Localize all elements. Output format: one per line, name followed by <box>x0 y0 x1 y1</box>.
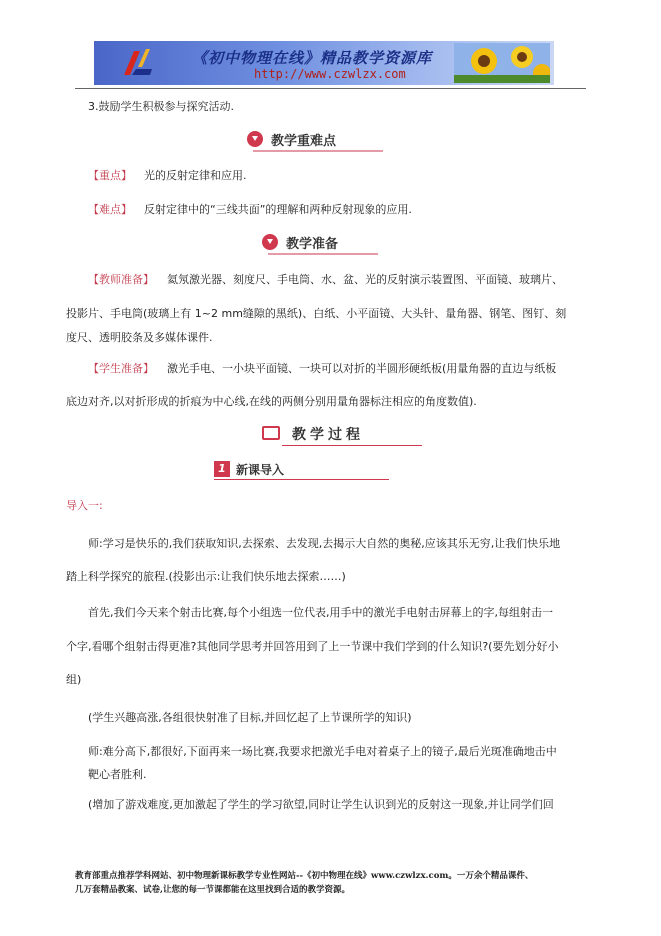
section-underline <box>268 253 378 255</box>
difficulty-tag: 【难点】 <box>88 203 132 216</box>
sunflower-image <box>454 43 550 83</box>
paragraph-line: (学生兴趣高涨,各组很快射准了目标,并回忆起了上节课所学的知识) <box>88 711 412 724</box>
section-process <box>262 424 427 446</box>
objective-line: 3.鼓励学生积极参与探究活动. <box>88 100 234 113</box>
header-banner <box>94 41 554 85</box>
section-title: 教学准备 <box>286 237 339 252</box>
section-keypoints <box>247 130 387 152</box>
footer-line2: 几万套精品教案、试卷,让您的每一节课都能在这里找到合适的教学资源。 <box>75 885 350 895</box>
paragraph-line: 踏上科学探究的旅程.(投影出示:让我们快乐地去探索……) <box>66 570 346 583</box>
section-title: 教学重难点 <box>271 134 337 149</box>
logo-icon <box>120 47 154 79</box>
header-url: http://www.czwlzx.com <box>254 67 406 81</box>
footer-line1: 教育部重点推荐学科网站、初中物理新课标教学专业性网站--《初中物理在线》www.czwlzx.com。一万余个精品课件、 <box>75 871 534 881</box>
intro-tag: 导入一: <box>66 499 103 512</box>
paragraph-line: 师:难分高下,都很好,下面再来一场比赛,我要求把激光手电对着桌子上的镜子,最后光斑准确地击中 <box>88 745 557 758</box>
step-new-lesson <box>214 461 394 483</box>
section-underline <box>253 150 383 152</box>
student-prep-tag: 【学生准备】 <box>88 362 154 375</box>
paragraph-line: 个字,看哪个组射击得更准?其他同学思考并回答用到了上一节课中我们学到的什么知识?(要先划分好小 <box>66 640 559 653</box>
section-underline <box>282 445 422 446</box>
key-text: 光的反射定律和应用. <box>144 169 247 182</box>
paragraph-line: 师:学习是快乐的,我们获取知识,去探索、去发现,去揭示大自然的奥秘,应该其乐无穷,让我们快乐地 <box>88 537 561 550</box>
section-title: 教学过程 <box>292 427 364 443</box>
student-prep-line2: 底边对齐,以对折形成的折痕为中心线,在线的两侧分别用量角器标注相应的角度数值). <box>66 395 477 408</box>
paragraph-line: 靶心者胜利. <box>88 768 147 781</box>
header-title: 《初中物理在线》精品教学资源库 <box>192 49 433 67</box>
teacher-prep-line3: 度尺、透明胶条及多媒体课件. <box>66 331 213 344</box>
step-underline <box>214 479 389 480</box>
paragraph-line: 组) <box>66 673 82 686</box>
screen-icon <box>262 426 280 440</box>
difficulty-text: 反射定律中的“三线共面”的理解和两种反射现象的应用. <box>144 203 412 216</box>
teacher-prep-line2: 投影片、手电筒(玻璃上有 1~2 mm缝隙的黑纸)、白纸、小平面镜、大头针、量角器、钢笔、图钉、刻 <box>66 307 567 320</box>
down-arrow-icon <box>247 131 263 147</box>
header-rule <box>75 88 586 89</box>
teacher-prep-line1: 氦氖激光器、刻度尺、手电筒、水、盆、光的反射演示装置图、平面镜、玻璃片、 <box>167 273 563 286</box>
step-number: 1 <box>214 461 230 477</box>
paragraph-line: (增加了游戏难度,更加激起了学生的学习欲望,同时让学生认识到光的反射这一现象,并让同学们回 <box>88 798 554 811</box>
key-tag: 【重点】 <box>88 169 132 182</box>
step-title: 新课导入 <box>236 463 285 477</box>
teacher-prep-tag: 【教师准备】 <box>88 273 154 286</box>
student-prep-line1: 激光手电、一小块平面镜、一块可以对折的半圆形硬纸板(用量角器的直边与纸板 <box>167 362 557 375</box>
paragraph-line: 首先,我们今天来个射击比赛,每个小组选一位代表,用手中的激光手电射击屏幕上的字,每组射击一 <box>88 606 553 619</box>
section-prep <box>262 233 382 255</box>
down-arrow-icon <box>262 234 278 250</box>
